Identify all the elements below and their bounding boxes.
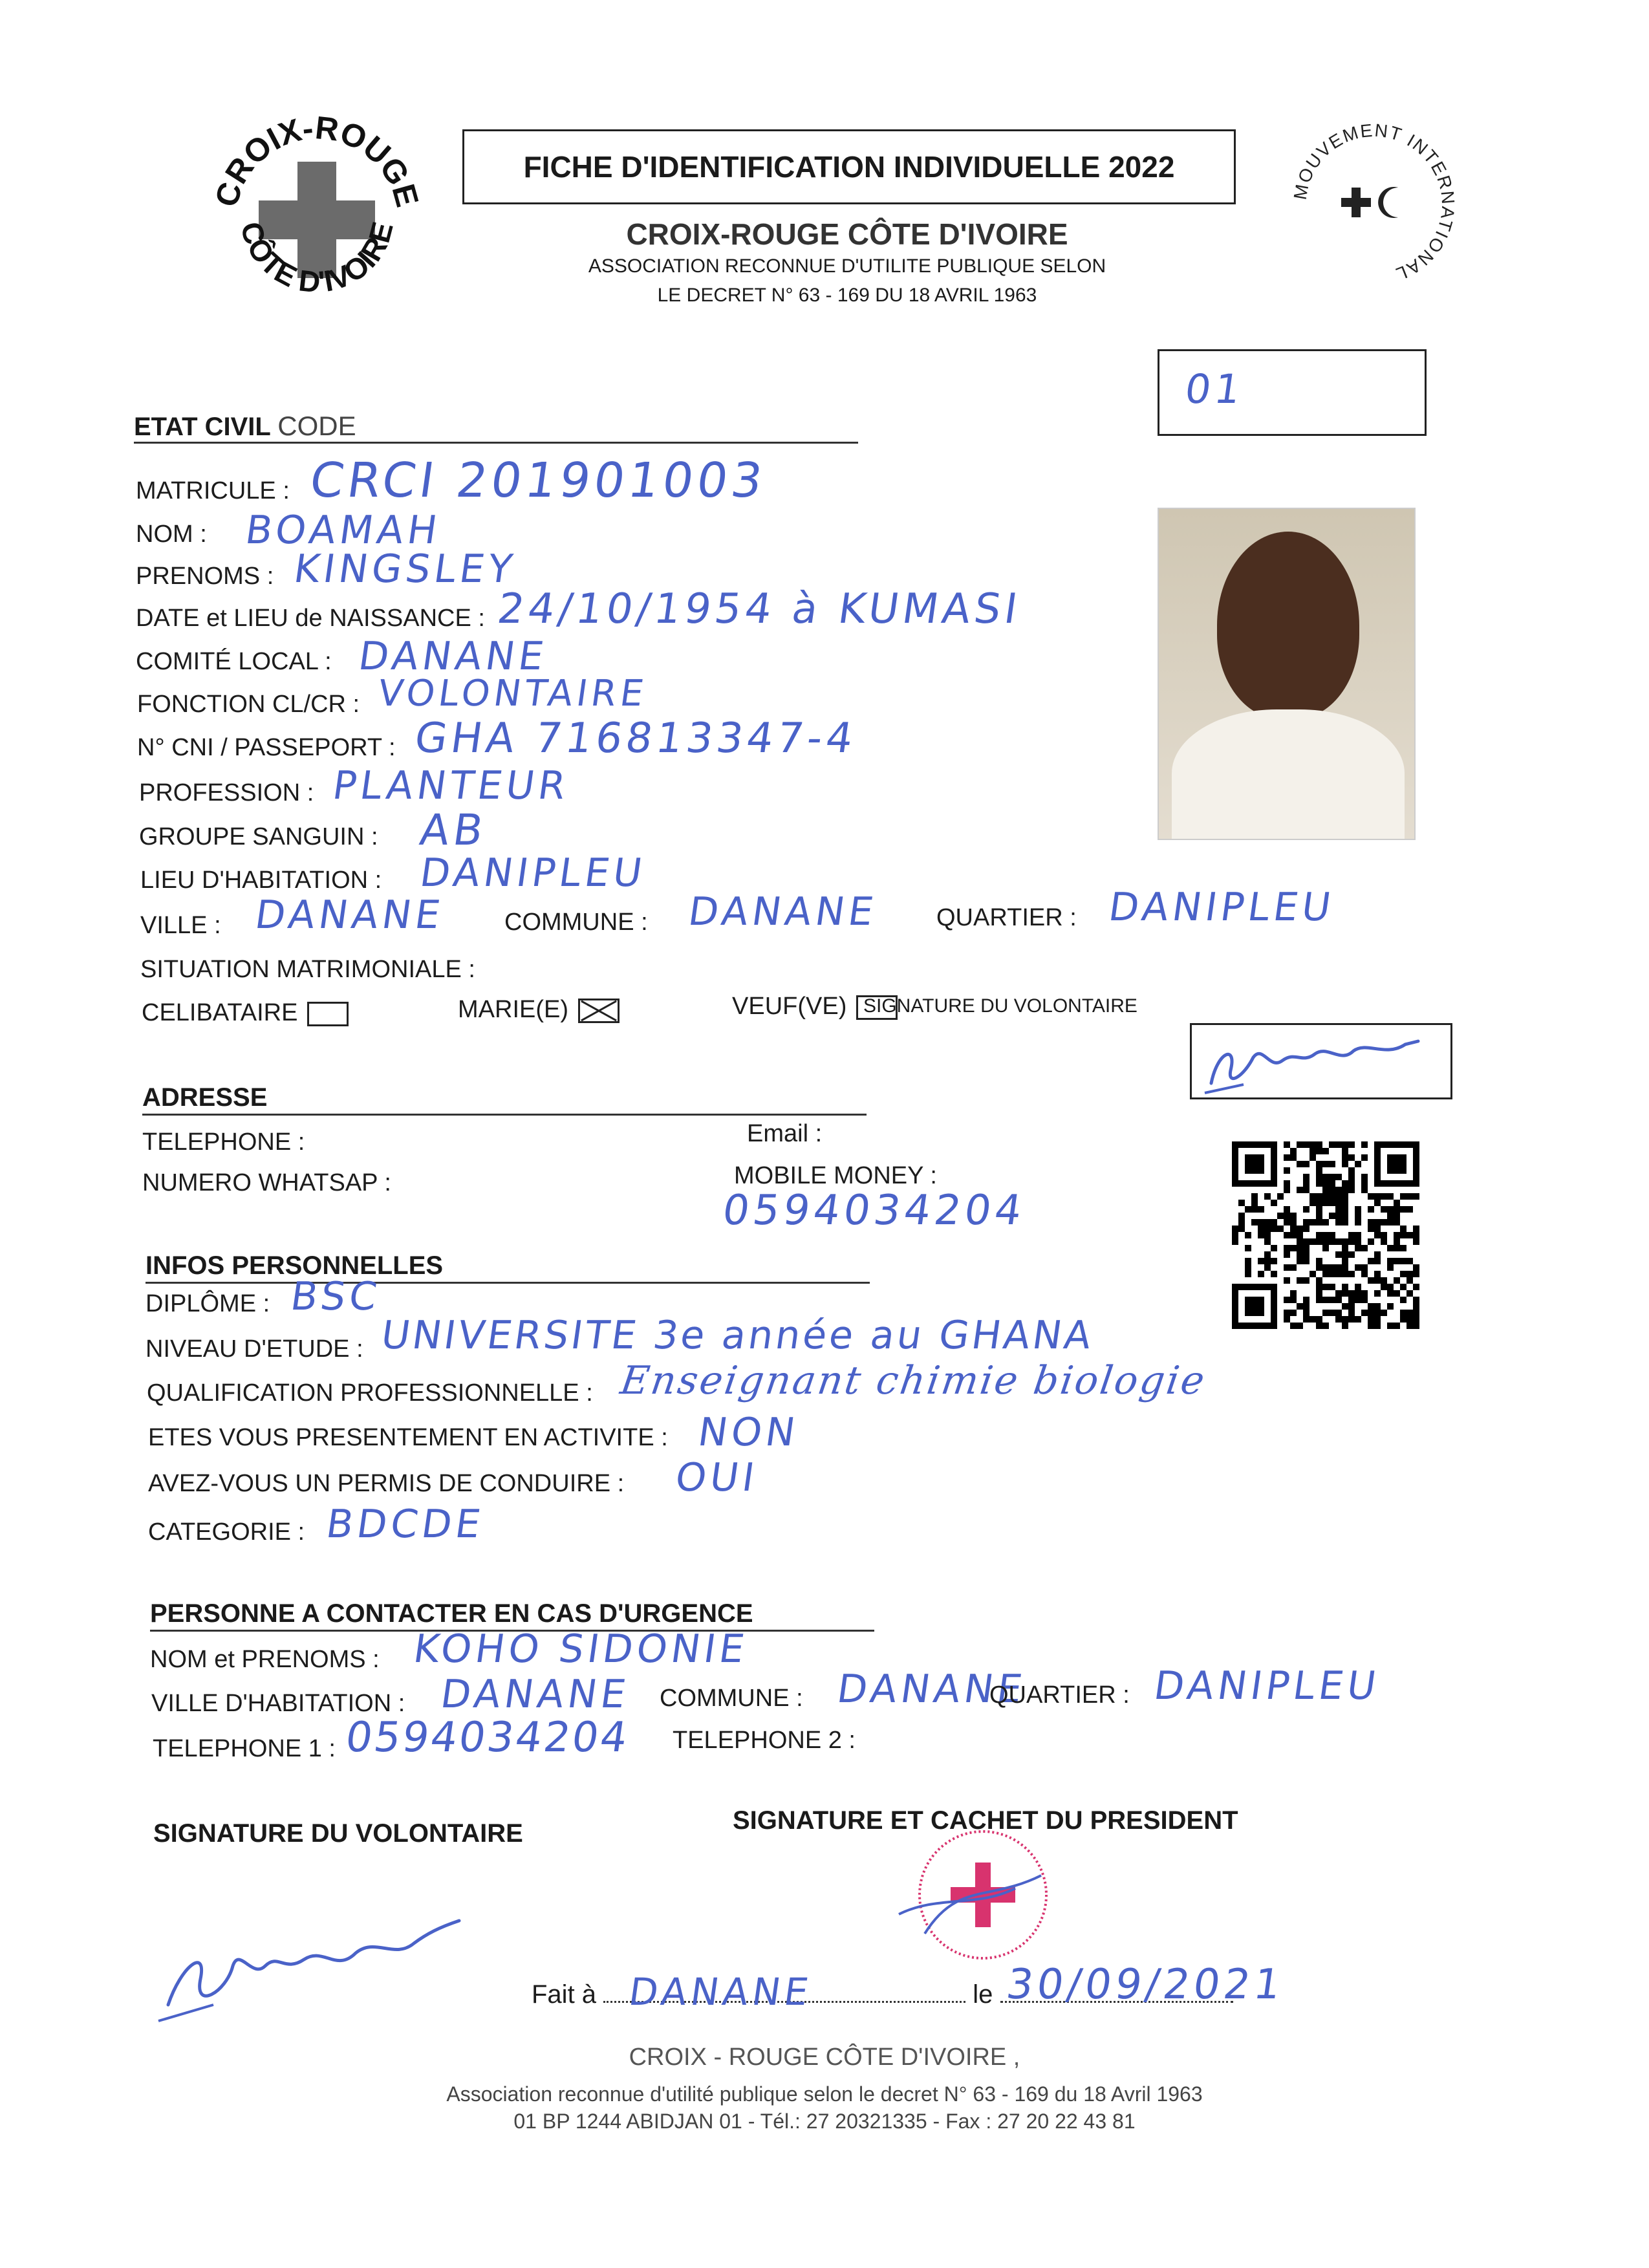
urgence-nom-label: NOM et PRENOMS : (150, 1646, 380, 1673)
marie-option[interactable] (458, 996, 620, 1024)
groupe-label: GROUPE SANGUIN : (139, 823, 378, 850)
comite-value[interactable]: DANANE (356, 634, 550, 679)
date-value[interactable]: 30/09/2021 (1003, 1961, 1288, 2009)
mouvement-text: MOUVEMENT INTERNATIONAL (1289, 123, 1459, 285)
code-label: CODE (277, 411, 356, 441)
activite-label: ETES VOUS PRESENTEMENT EN ACTIVITE : (148, 1424, 668, 1451)
comite-label: COMITÉ LOCAL : (136, 648, 332, 675)
ville-label: VILLE : (140, 912, 221, 939)
code-box[interactable] (1158, 349, 1427, 436)
diplome-value[interactable]: BSC (288, 1274, 384, 1319)
naissance-label: DATE et LIEU de NAISSANCE : (136, 605, 485, 632)
permis-value[interactable]: OUI (673, 1455, 761, 1500)
urgence-ville-value[interactable]: DANANE (438, 1672, 632, 1717)
infos-title: INFOS PERSONNELLES (146, 1251, 444, 1280)
mobile-money-value[interactable]: 0594034204 (719, 1187, 1029, 1235)
marie-label: MARIE(E) (458, 996, 568, 1023)
tel1-value[interactable]: 0594034204 (342, 1714, 632, 1762)
urgence-nom-value[interactable]: KOHO SIDONIE (411, 1626, 751, 1672)
id-photo (1158, 508, 1416, 840)
svg-text:MOUVEMENT INTERNATIONAL (1290, 123, 1459, 285)
form-title: FICHE D'IDENTIFICATION INDIVIDUELLE 2022 (523, 150, 1175, 184)
sig-volontaire-label: SIGNATURE DU VOLONTAIRE (153, 1819, 523, 1848)
fonction-value[interactable]: VOLONTAIRE (375, 673, 651, 715)
urgence-commune-value[interactable]: DANANE (834, 1667, 1029, 1712)
celibataire-checkbox[interactable] (307, 1002, 349, 1026)
profession-label: PROFESSION : (139, 779, 314, 806)
permis-label: AVEZ-VOUS UN PERMIS DE CONDUIRE : (148, 1470, 625, 1497)
categorie-label: CATEGORIE : (148, 1518, 305, 1546)
groupe-value[interactable]: AB (416, 805, 490, 855)
fonction-label: FONCTION CL/CR : (137, 691, 360, 718)
qualif-value[interactable]: Enseignant chimie biologie (618, 1358, 1209, 1403)
photo-shirt (1172, 709, 1405, 840)
telephone-label: TELEPHONE : (142, 1129, 305, 1156)
matricule-value[interactable]: CRCI 201901003 (306, 453, 770, 508)
president-stamp (886, 1817, 1080, 1972)
urgence-quartier-value[interactable]: DANIPLEU (1151, 1663, 1383, 1709)
nom-value[interactable]: BOAMAH (242, 508, 444, 553)
urgence-commune-label: COMMUNE : (660, 1685, 803, 1712)
mobile-money-label: MOBILE MONEY : (734, 1162, 937, 1189)
urgence-ville-label: VILLE D'HABITATION : (151, 1690, 405, 1717)
infos-rule (146, 1282, 870, 1284)
whatsap-label: NUMERO WHATSAP : (142, 1169, 391, 1196)
urgence-title: PERSONNE A CONTACTER EN CAS D'URGENCE (150, 1599, 753, 1628)
habitation-label: LIEU D'HABITATION : (140, 867, 382, 894)
quartier-label: QUARTIER : (936, 904, 1077, 931)
sig-president-label: SIGNATURE ET CACHET DU PRESIDENT (733, 1806, 1238, 1835)
le-label: le (973, 1980, 993, 2009)
urgence-quartier-label: QUARTIER : (989, 1681, 1130, 1709)
croix-rouge-logo (207, 110, 427, 330)
prenoms-label: PRENOMS : (136, 563, 274, 590)
photo-face (1217, 532, 1359, 719)
org-desc-1: ASSOCIATION RECONNUE D'UTILITE PUBLIQUE SELON (588, 255, 1106, 277)
form-title-box (462, 129, 1236, 204)
signature-box-small (1190, 1023, 1452, 1099)
tel1-label: TELEPHONE 1 : (153, 1735, 336, 1762)
situation-label: SITUATION MATRIMONIALE : (140, 956, 475, 983)
footer-line-3: 01 BP 1244 ABIDJAN 01 - Tél.: 27 20321335 - Fax : 27 20 22 43 81 (513, 2110, 1136, 2133)
ville-value[interactable]: DANANE (252, 892, 447, 938)
footer-line-2: Association reconnue d'utilité publique selon le decret N° 63 - 169 du 18 Avril 1963 (446, 2082, 1203, 2106)
prenoms-value[interactable]: KINGSLEY (291, 546, 519, 592)
adresse-rule (142, 1114, 867, 1116)
niveau-label: NIVEAU D'ETUDE : (146, 1335, 363, 1363)
logo-text-bottom: CÔTE D'IVOIRE (234, 218, 400, 299)
quartier-value[interactable]: DANIPLEU (1106, 885, 1338, 930)
etat-civil-rule (134, 442, 858, 444)
cni-value[interactable]: GHA 716813347-4 (411, 715, 860, 762)
celibataire-label: CELIBATAIRE (142, 999, 298, 1026)
diplome-label: DIPLÔME : (146, 1290, 270, 1317)
signature-small (1192, 1025, 1450, 1097)
commune-label: COMMUNE : (504, 909, 648, 936)
fait-lieu-value[interactable]: DANANE (626, 1970, 815, 2014)
categorie-value[interactable]: BDCDE (323, 1502, 488, 1547)
code-value: 01 (1181, 365, 1248, 413)
matricule-label: MATRICULE : (136, 477, 290, 504)
org-name: CROIX-ROUGE CÔTE D'IVOIRE (626, 217, 1068, 251)
signature-volontaire (155, 1908, 491, 2031)
mouvement-international-logo (1287, 123, 1461, 291)
naissance-value[interactable]: 24/10/1954 à KUMASI (494, 585, 1024, 633)
activite-value[interactable]: NON (695, 1410, 802, 1455)
niveau-value[interactable]: UNIVERSITE 3e année au GHANA (378, 1313, 1097, 1358)
nom-label: NOM : (136, 521, 207, 548)
email-label: Email : (747, 1120, 823, 1147)
etat-civil-title: ETAT CIVIL CODE (134, 411, 356, 441)
adresse-title: ADRESSE (142, 1083, 268, 1112)
cni-label: N° CNI / PASSEPORT : (137, 734, 396, 761)
habitation-value[interactable]: DANIPLEU (417, 850, 649, 896)
marie-checkbox-checked[interactable] (578, 999, 620, 1023)
qualif-label: QUALIFICATION PROFESSIONNELLE : (147, 1379, 593, 1407)
celibataire-option[interactable] (142, 999, 349, 1027)
commune-value[interactable]: DANANE (685, 889, 880, 934)
logo-text-top: CROIX-ROUGE (208, 110, 426, 211)
sig-volontaire-small-label: SIGNATURE DU VOLONTAIRE (863, 995, 1137, 1017)
tel2-label: TELEPHONE 2 : (673, 1727, 856, 1754)
footer-line-1: CROIX - ROUGE CÔTE D'IVOIRE , (629, 2044, 1020, 2071)
fait-label: Fait à (532, 1980, 597, 2009)
veuf-label: VEUF(VE) (732, 993, 847, 1020)
fait-line (532, 1961, 1288, 2014)
profession-value[interactable]: PLANTEUR (330, 763, 573, 808)
org-desc-2: LE DECRET N° 63 - 169 DU 18 AVRIL 1963 (657, 285, 1037, 306)
qr-code (1232, 1141, 1419, 1329)
